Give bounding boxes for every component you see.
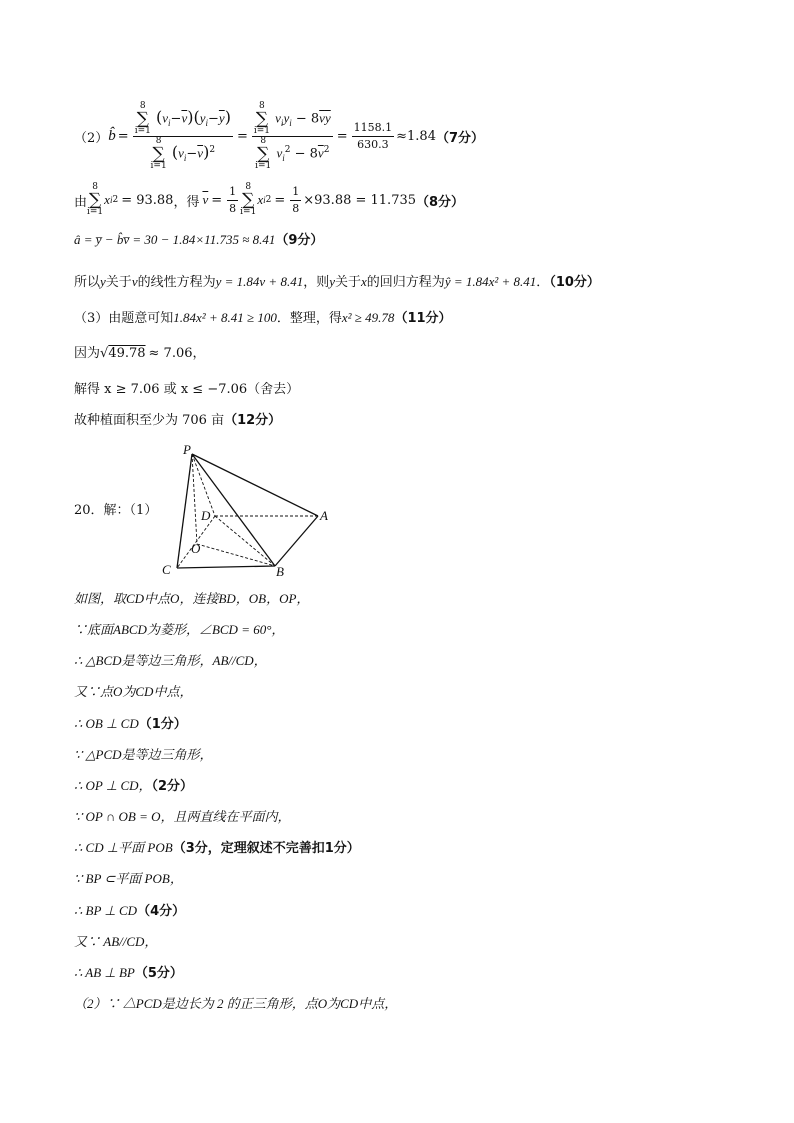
score-7: （7分） bbox=[435, 130, 485, 146]
proof-line bbox=[74, 653, 267, 670]
line-sqrt: 因为√49.78 ≈ 7.06， bbox=[74, 346, 206, 361]
proof-text: ∵ OP ∩ OB = O，且两直线在平面内， bbox=[74, 809, 291, 824]
proof-text: 又∵点O为CD中点， bbox=[74, 684, 193, 699]
proof-score: （2分） bbox=[151, 779, 194, 794]
label-B: B bbox=[276, 564, 284, 579]
proof-text: ∴ △BCD是等边三角形，AB//CD， bbox=[74, 653, 267, 668]
line-sum: 由 8 ∑ i=1 x i 2 = 93.88 ，得 $\overline{v}$ = $\frac{1}{8}$ 8 ∑ i=1 x i 2 = $\frac{1}{8}$ ×93.88 = 11.735 （8分） bbox=[74, 182, 465, 217]
line-solve: 解得 x ≥ 7.06 或 x ≤ −7.06（舍去） bbox=[74, 382, 300, 397]
proof-line bbox=[74, 591, 309, 608]
proof-line bbox=[74, 778, 193, 795]
equals-sign-2: = bbox=[236, 128, 248, 144]
proof-line bbox=[74, 684, 192, 701]
line-area: 故种植面积至少为 706 亩（12分） bbox=[74, 413, 282, 428]
line-a-hat bbox=[74, 232, 323, 249]
proof-text: ∴ AB ⊥ BP bbox=[74, 965, 135, 980]
regression-equation: ŷ = 1.84x² + 8.41 bbox=[444, 274, 537, 289]
proof-line bbox=[74, 840, 360, 857]
proof-text: ∴ CD ⊥平面 POB bbox=[74, 840, 173, 855]
proof-text: ∴ OB ⊥ CD bbox=[74, 716, 139, 731]
a-hat-equation: â = y̅ − b̂v̅ = 30 − 1.84×11.735 ≈ 8.41 bbox=[74, 232, 276, 247]
proof-score: （1分） bbox=[138, 717, 187, 732]
score-12: （12分） bbox=[224, 413, 282, 428]
proof-line bbox=[74, 747, 213, 764]
label-O: O bbox=[191, 541, 201, 556]
sqrt-symbol: √ bbox=[100, 346, 109, 361]
proof-score: （3分，定理叙述不完善扣1分） bbox=[172, 841, 360, 856]
proof-text: 又∵ AB//CD， bbox=[74, 934, 158, 949]
text-de: ，得 bbox=[173, 194, 200, 210]
proof-line bbox=[74, 622, 284, 639]
pyramid-figure bbox=[155, 440, 335, 580]
fraction-covariance: 8 ∑ i=1 $(v_i-\overline{v})(y_i-\overline{y})$ 8 ∑ i=1 $(v_i-\overline{v})^2$ bbox=[134, 100, 231, 171]
proof-text: ∵ △PCD是等边三角形， bbox=[74, 747, 213, 762]
proof-line bbox=[74, 996, 397, 1013]
label-C: C bbox=[162, 562, 171, 577]
sqrt-radicand: 49.78 bbox=[108, 346, 146, 361]
approx-value: ≈1.84 bbox=[396, 128, 436, 144]
line-part3: （3）由题意可知1.84x² + 8.41 ≥ 100．整理，得x² ≥ 49.78（11分） bbox=[74, 310, 452, 326]
q20-label: 20．解：（1） bbox=[74, 503, 158, 518]
label-D: D bbox=[201, 508, 211, 523]
line-regression: 所以y关于v的线性方程为y = 1.84v + 8.41，则y关于x的回归方程为ŷ = 1.84x² + 8.41．（10分） bbox=[74, 274, 600, 290]
proof-text: （2）∵ △PCD是边长为 2 的正三角形，点O为CD中点， bbox=[74, 996, 398, 1011]
sum-result: ×93.88 = 11.735 bbox=[303, 192, 417, 208]
label-A: A bbox=[320, 508, 328, 523]
label-P: P bbox=[183, 442, 191, 457]
inequality-2: x² ≥ 49.78 bbox=[341, 310, 395, 325]
proof-text: 如图，取CD中点O，连接BD，OB，OP， bbox=[74, 591, 310, 606]
score-11: （11分） bbox=[394, 311, 452, 326]
score-9: （9分） bbox=[275, 233, 324, 248]
b-hat-symbol: b̂ bbox=[108, 127, 116, 144]
formula-b-hat: （2） b̂ = 8 ∑ i=1 $(v_i-\overline{v})(y_i-\overline{y})$ 8 ∑ i=1 $(v_i-\overline{v})^2$ = 8 ∑ i=1 $v_iy_i - 8\overline{v}\overline{y}$ 8 ∑ i=1 $v_i^2 - 8\overline{v}^2$ = $\frac{1158.1}{630.3}$ ≈1.84 （7分） bbox=[74, 100, 485, 171]
equals-sign: = bbox=[117, 128, 129, 144]
proof-text: ∴ BP ⊥ CD bbox=[74, 903, 138, 918]
proof-line bbox=[74, 965, 183, 982]
proof-line bbox=[74, 871, 183, 888]
fraction-simplified: 8 ∑ i=1 $v_iy_i - 8\overline{v}\overline{y}$ 8 ∑ i=1 $v_i^2 - 8\overline{v}^2$ bbox=[253, 100, 331, 171]
proof-score: （4分） bbox=[137, 904, 186, 919]
proof-score: （5分） bbox=[134, 966, 183, 981]
sum-value: = 93.88 bbox=[121, 192, 174, 208]
score-10: （10分） bbox=[549, 275, 600, 290]
text-you: 由 bbox=[74, 194, 88, 210]
inequality-1: 1.84x² + 8.41 ≥ 100 bbox=[173, 310, 277, 325]
score-8: （8分） bbox=[416, 194, 465, 210]
linear-equation: y = 1.84v + 8.41 bbox=[215, 274, 304, 289]
proof-text: ∵ BP ⊂平面 POB， bbox=[74, 871, 183, 886]
proof-line bbox=[74, 716, 187, 733]
proof-text: ∵底面ABCD为菱形，∠BCD = 60°， bbox=[74, 622, 285, 637]
proof-line bbox=[74, 809, 291, 826]
proof-text: ∴ OP ⊥ CD， bbox=[74, 778, 152, 793]
fraction-numeric: $\frac{1158.1}{630.3}$ bbox=[353, 120, 393, 151]
proof-line bbox=[74, 903, 185, 920]
equals: = bbox=[211, 192, 223, 208]
proof-line bbox=[74, 934, 157, 951]
part2-label: （2） bbox=[74, 130, 109, 146]
